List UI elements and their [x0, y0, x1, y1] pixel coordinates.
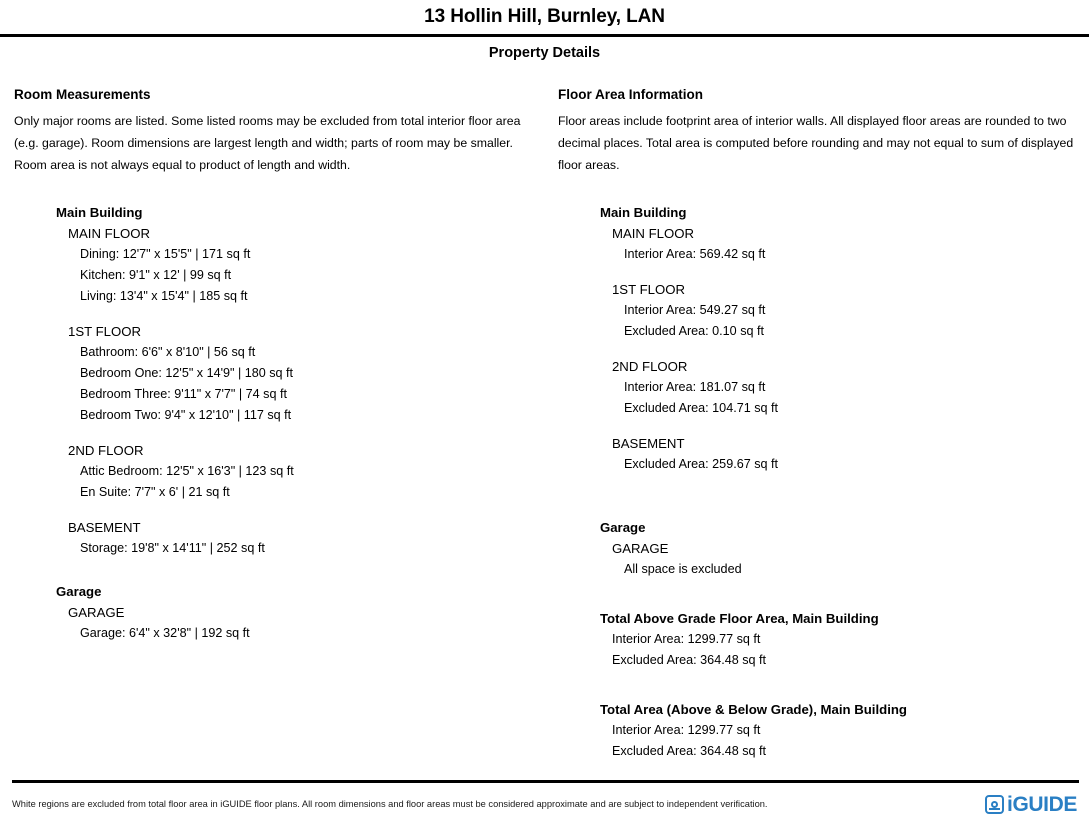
- list-item: Attic Bedroom: 12'5" x 16'3" | 123 sq ft: [80, 464, 294, 478]
- list-item: Bedroom Two: 9'4" x 12'10" | 117 sq ft: [80, 408, 292, 422]
- room-measurements-column: [14, 86, 554, 762]
- building-name: Garage: [56, 584, 102, 599]
- list-item: Garage: 6'4" x 32'8" | 192 sq ft: [80, 626, 250, 640]
- building-group: [558, 202, 1075, 475]
- brand-name: iGUIDE: [1007, 792, 1077, 816]
- list-item: Bedroom Three: 9'11" x 7'7" | 74 sq ft: [80, 387, 287, 401]
- floor-block: [558, 356, 1075, 419]
- footer-row: [12, 783, 1079, 825]
- floor-area-heading: Floor Area Information: [557, 87, 703, 102]
- floor-block: [14, 602, 536, 644]
- floor-block: [14, 223, 536, 307]
- list-item: Excluded Area: 0.10 sq ft: [623, 324, 764, 338]
- room-measurements-note: Only major rooms are listed. Some listed rooms may be excluded from total interior floor area (e.g. garage). Room dimensions are largest length and width; parts of room may be smaller. Room area is not always equal to product of length and width.: [14, 114, 521, 172]
- list-item: Excluded Area: 364.48 sq ft: [611, 744, 766, 758]
- floor-name: 1ST FLOOR: [68, 324, 142, 339]
- floor-block: [558, 279, 1075, 342]
- total-area-block: [558, 699, 1075, 762]
- floor-block: [14, 440, 536, 503]
- iguide-logo: [985, 794, 1079, 815]
- building-group: [558, 517, 1075, 580]
- room-measurements-tree: [14, 202, 536, 644]
- floor-name: BASEMENT: [68, 520, 141, 535]
- list-item: Excluded Area: 104.71 sq ft: [623, 401, 778, 415]
- floor-name: 2ND FLOOR: [68, 443, 144, 458]
- list-item: Interior Area: 549.27 sq ft: [623, 303, 766, 317]
- floor-area-tree: [558, 202, 1075, 762]
- list-item: All space is excluded: [623, 562, 742, 576]
- document-header: [0, 0, 1089, 63]
- footer-disclaimer: White regions are excluded from total floor area in iGUIDE floor plans. All room dimensions and floor areas must be considered approximate and are subject to independent verification.: [12, 798, 768, 809]
- document-footer: [0, 780, 1089, 825]
- floor-area-note: Floor areas include footprint area of interior walls. All displayed floor areas are rounded to two decimal places. Total area is computed before rounding and may not equal to sum of displayed floor areas.: [557, 114, 1074, 172]
- floor-name: 2ND FLOOR: [611, 359, 688, 374]
- list-item: Storage: 19'8" x 14'11" | 252 sq ft: [80, 541, 265, 555]
- floor-block: [14, 321, 536, 426]
- floor-block: [558, 538, 1075, 580]
- floor-name: BASEMENT: [611, 436, 685, 451]
- list-item: Kitchen: 9'1" x 12' | 99 sq ft: [80, 268, 232, 282]
- list-item: Excluded Area: 259.67 sq ft: [623, 457, 778, 471]
- building-group: [14, 581, 536, 644]
- total-heading: Total Area (Above & Below Grade), Main Building: [599, 702, 907, 717]
- page-subtitle: Property Details: [488, 45, 601, 61]
- building-name: Main Building: [599, 205, 687, 220]
- floor-name: GARAGE: [68, 605, 125, 620]
- floor-name: GARAGE: [611, 541, 669, 556]
- floor-block: [558, 433, 1075, 475]
- list-item: Interior Area: 569.42 sq ft: [623, 247, 766, 261]
- list-item: Interior Area: 181.07 sq ft: [623, 380, 766, 394]
- floor-name: MAIN FLOOR: [68, 226, 151, 241]
- floor-area-column: [554, 86, 1075, 762]
- page-title: 13 Hollin Hill, Burnley, LAN: [424, 6, 665, 27]
- list-item: Bedroom One: 12'5" x 14'9" | 180 sq ft: [80, 366, 294, 380]
- list-item: Bathroom: 6'6" x 8'10" | 56 sq ft: [80, 345, 256, 359]
- list-item: En Suite: 7'7" x 6' | 21 sq ft: [80, 485, 230, 499]
- list-item: Living: 13'4" x 15'4" | 185 sq ft: [80, 289, 248, 303]
- floor-block: [14, 517, 536, 559]
- building-group: [14, 202, 536, 559]
- room-measurements-heading: Room Measurements: [14, 87, 151, 102]
- total-heading: Total Above Grade Floor Area, Main Building: [599, 611, 879, 626]
- list-item: Interior Area: 1299.77 sq ft: [611, 632, 761, 646]
- total-above-grade-block: [558, 608, 1075, 671]
- building-name: Main Building: [56, 205, 143, 220]
- content-columns: [0, 86, 1089, 762]
- panorama-camera-icon: [985, 795, 1004, 814]
- floor-name: MAIN FLOOR: [611, 226, 695, 241]
- list-item: Dining: 12'7" x 15'5" | 171 sq ft: [80, 247, 251, 261]
- list-item: Interior Area: 1299.77 sq ft: [611, 723, 761, 737]
- list-item: Excluded Area: 364.48 sq ft: [611, 653, 766, 667]
- floor-block: [558, 223, 1075, 265]
- building-name: Garage: [599, 520, 646, 535]
- floor-name: 1ST FLOOR: [611, 282, 686, 297]
